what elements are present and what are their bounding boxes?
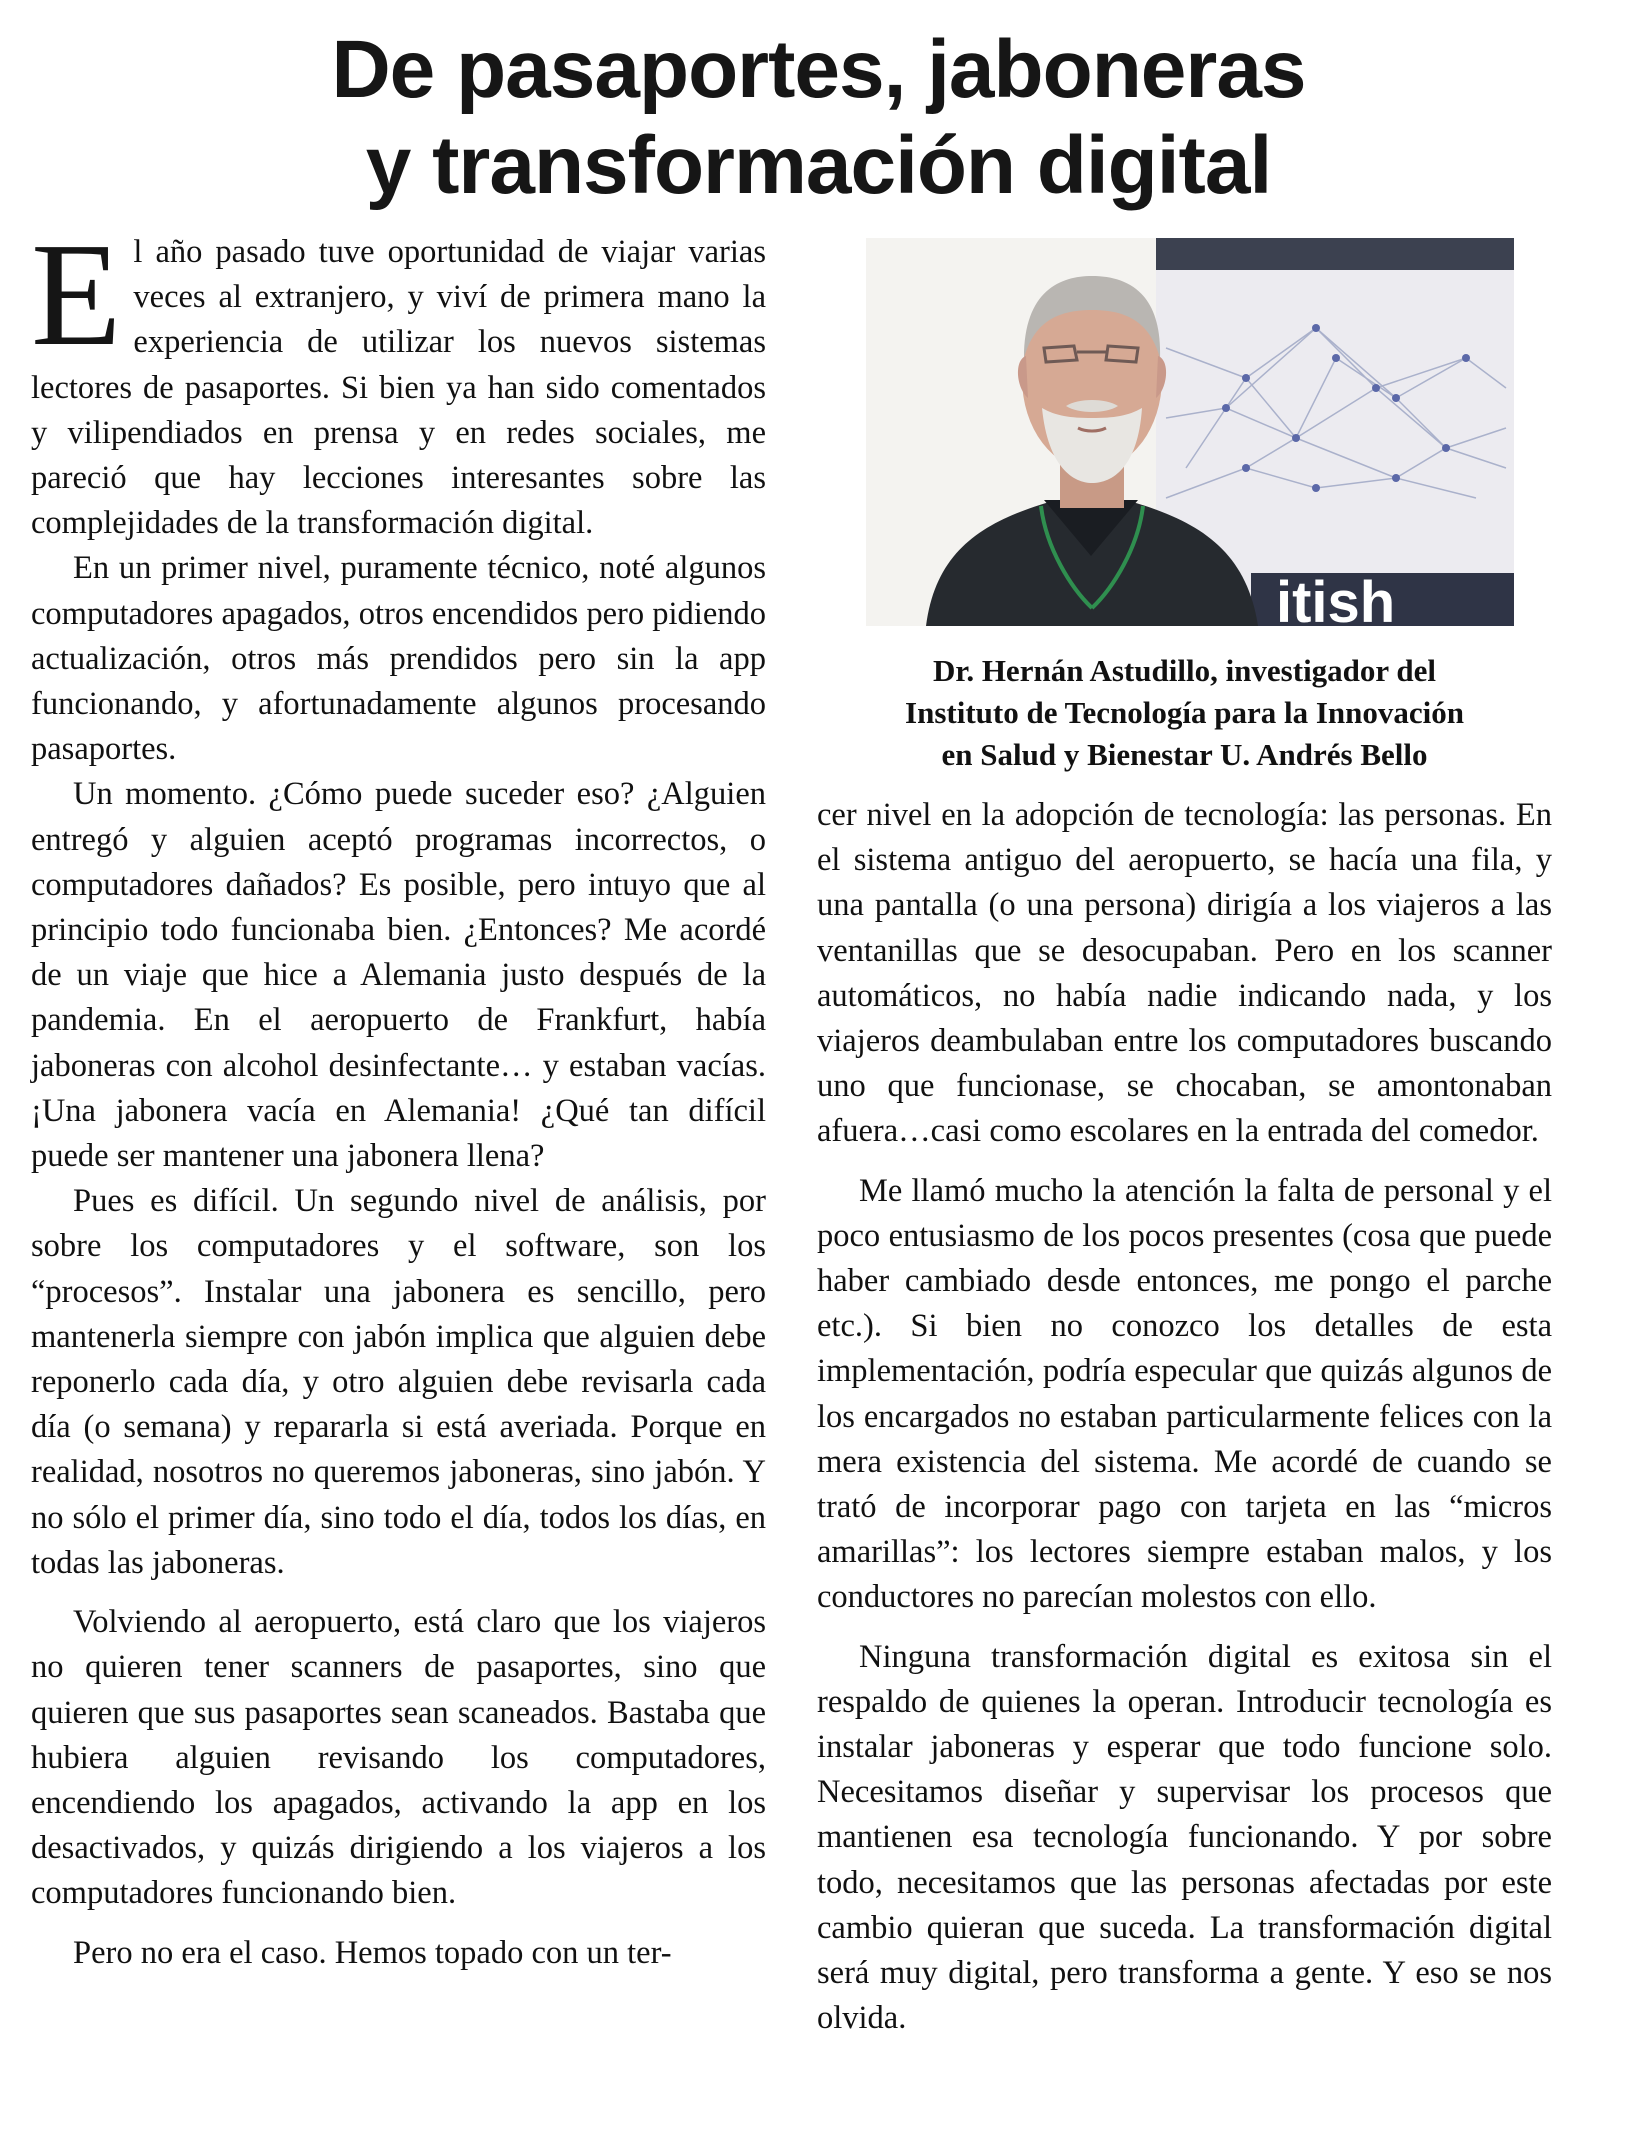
caption-line-3: en Salud y Bienestar U. Andrés Bello [941,737,1428,772]
drop-cap: E [31,213,122,377]
paragraph-1 [31,213,766,546]
photo-banner-text: itish [1276,570,1396,626]
paragraph-2: En un primer nivel, puramente técnico, noté algunos computadores apagados, otros encendidos pero pidiendo actualización, otros más prendidos pero sin la app funcionando, y afortunadamente algunos procesando pasaportes. [31,550,766,768]
right-column [817,793,1552,2148]
left-column [31,213,766,2142]
paragraph-7: cer nivel en la adopción de tecnología: las personas. En el sistema antiguo del aeropuerto, se hacía una fila, y una pantalla (o una persona) dirigía a los viajeros a las ventanillas que se desocupaban. Pero en los scanner automáticos, no había nadie indicando nada, y los viajeros deambulaban entre los computadores buscando uno que funcionase, se chocaban, se amontonaban afuera…casi como escolares en la entrada del comedor. [817,797,1552,1150]
paragraph-4: Pues es difícil. Un segundo nivel de análisis, por sobre los computadores y el software, son los “procesos”. Instalar una jabonera es sencillo, pero mantenerla siempre con jabón implica que alguien debe reponerlo cada día, y otro alguien debe revisarla cada día (o semana) y repararla si está averiada. Porque en realidad, nosotros no queremos jaboneras, sino jabón. Y no sólo el primer día, sino todo el día, todos los días, en todas las jaboneras. [31,1183,766,1581]
paragraph-5: Volviendo al aeropuerto, está claro que los viajeros no quieren tener scanners de pasaportes, sino que quieren que sus pasaportes sean scaneados. Bastaba que hubiera alguien revisando los computadores, encendiendo los apagados, activando la app en los desactivados, y quizás dirigiendo a los viajeros a los computadores funcionando bien. [31,1604,766,1912]
paragraph-8: Me llamó mucho la atención la falta de personal y el poco entusiasmo de los pocos presentes (cosa que puede haber cambiado desde entonces, me pongo el parche etc.). Si bien no conozco los detalles de esta implementación, podría especular que quizás algunos de los encargados no estaban particularmente felices con la mera existencia del sistema. Me acordé de cuando se trató de incorporar pago con tarjeta en las “micros amarillas”: los lectores siempre estaban malos, y los conductores no parecían molestos con ello. [817,1172,1552,1616]
paragraph-1-text: l año pasado tuve oportunidad de viajar varias veces al extranjero, y viví de primera mano la experiencia de utilizar los nuevos sistemas lectores de pasaportes. Si bien ya han sido comentados y vilipendiados en prensa y en redes sociales, me pareció que hay lecciones interesantes sobre las complejidades de la transformación digital. [31,234,766,542]
author-photo [866,238,1514,626]
article-title [0,22,1637,214]
caption-line-2: Instituto de Tecnología para la Innovación [905,695,1464,730]
title-line-1: De pasaportes, jaboneras [331,24,1306,115]
photo-caption [817,650,1552,776]
author-photo-illustration [866,238,1514,626]
paragraph-6: Pero no era el caso. Hemos topado con un ter- [73,1934,672,1971]
paragraph-3: Un momento. ¿Cómo puede suceder eso? ¿Alguien entregó y alguien aceptó programas incorrectos, o computadores dañados? Es posible, pero intuyo que al principio todo funcionaba bien. ¿Entonces? Me acordé de un viaje que hice a Alemania justo después de la pandemia. En el aeropuerto de Frankfurt, había jaboneras con alcohol desinfectante… y estaban vacías. ¡Una jabonera vacía en Alemania! ¿Qué tan difícil puede ser mantener una jabonera llena? [31,776,766,1175]
title-line-2: y transformación digital [365,120,1272,211]
paragraph-9: Ninguna transformación digital es exitosa sin el respaldo de quienes la operan. Introducir tecnología es instalar jaboneras y esperar que todo funcione solo. Necesitamos diseñar y supervisar los procesos que mantienen esa tecnología funcionando. Y por sobre todo, necesitamos que las personas afectadas por este cambio quieran que suceda. La transformación digital será muy digital, pero transforma a gente. Y eso se nos olvida. [817,1638,1552,2037]
caption-line-1: Dr. Hernán Astudillo, investigador del [933,653,1436,688]
